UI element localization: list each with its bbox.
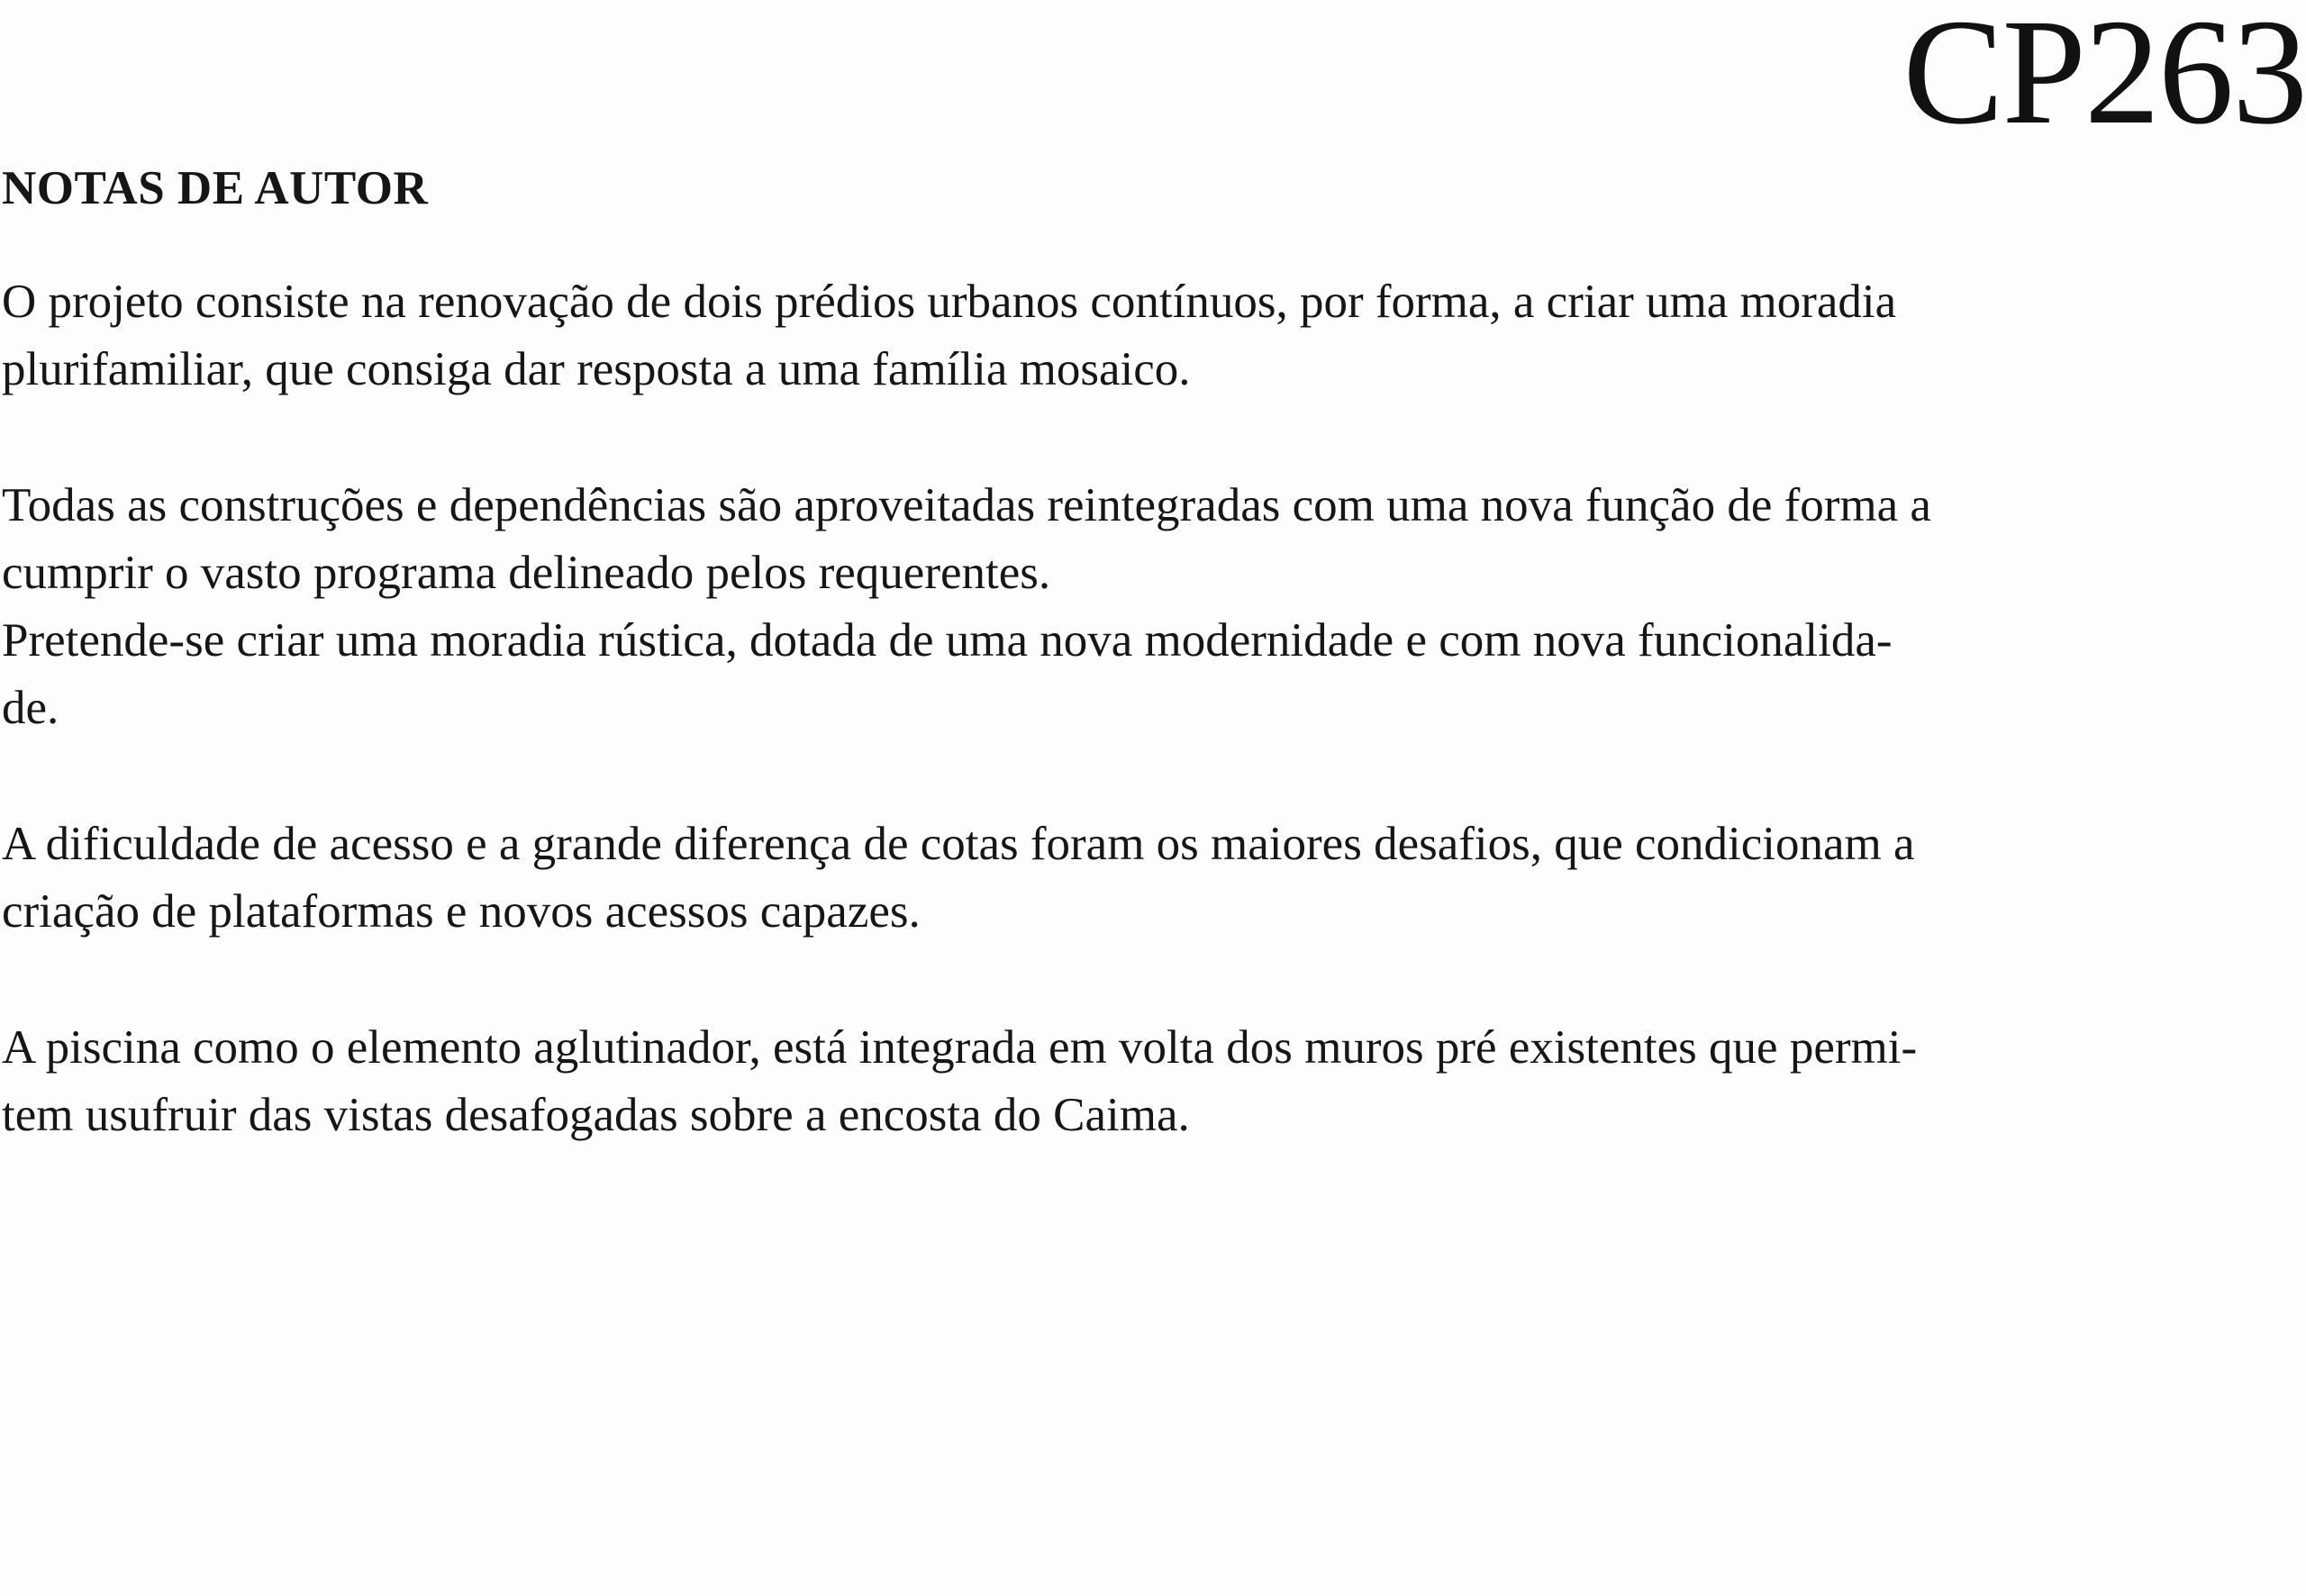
paragraph-2 — [2, 472, 2290, 607]
paragraph-1 — [2, 268, 2290, 404]
paragraph-5 — [2, 1014, 2290, 1149]
paragraph-4 — [2, 811, 2290, 946]
project-code: CP263 — [1902, 0, 2306, 156]
notes-heading: NOTAS DE AUTOR — [2, 162, 429, 214]
paragraph-line: plurifamiliar, que consiga dar resposta a uma família mosaico. — [2, 342, 1191, 395]
paragraph-line: cumprir o vasto programa delineado pelos requerentes. — [2, 546, 1051, 599]
paragraph-line: O projeto consiste na renovação de dois prédios urbanos contínuos, por forma, a criar uma moradia — [2, 275, 1897, 328]
paragraph-line: Pretende-se criar uma moradia rústica, dotada de uma nova modernidade e com nova funcionalida- — [2, 613, 1893, 667]
paragraph-line: Todas as construções e dependências são aproveitadas reintegradas com uma nova função de forma a — [2, 478, 1931, 531]
paragraph-3 — [2, 607, 2290, 742]
paragraph-line: A piscina como o elemento aglutinador, está integrada em volta dos muros pré existentes que permi- — [2, 1020, 1918, 1074]
paragraph-line: de. — [2, 681, 59, 734]
paragraph-line: tem usufruir das vistas desafogadas sobre a encosta do Caima. — [2, 1088, 1190, 1141]
paragraph-line: A dificuldade de acesso e a grande diferença de cotas foram os maiores desafios, que condicionam a — [2, 817, 1915, 870]
paragraph-line: criação de plataformas e novos acessos capazes. — [2, 884, 921, 938]
author-notes — [2, 160, 2290, 1218]
